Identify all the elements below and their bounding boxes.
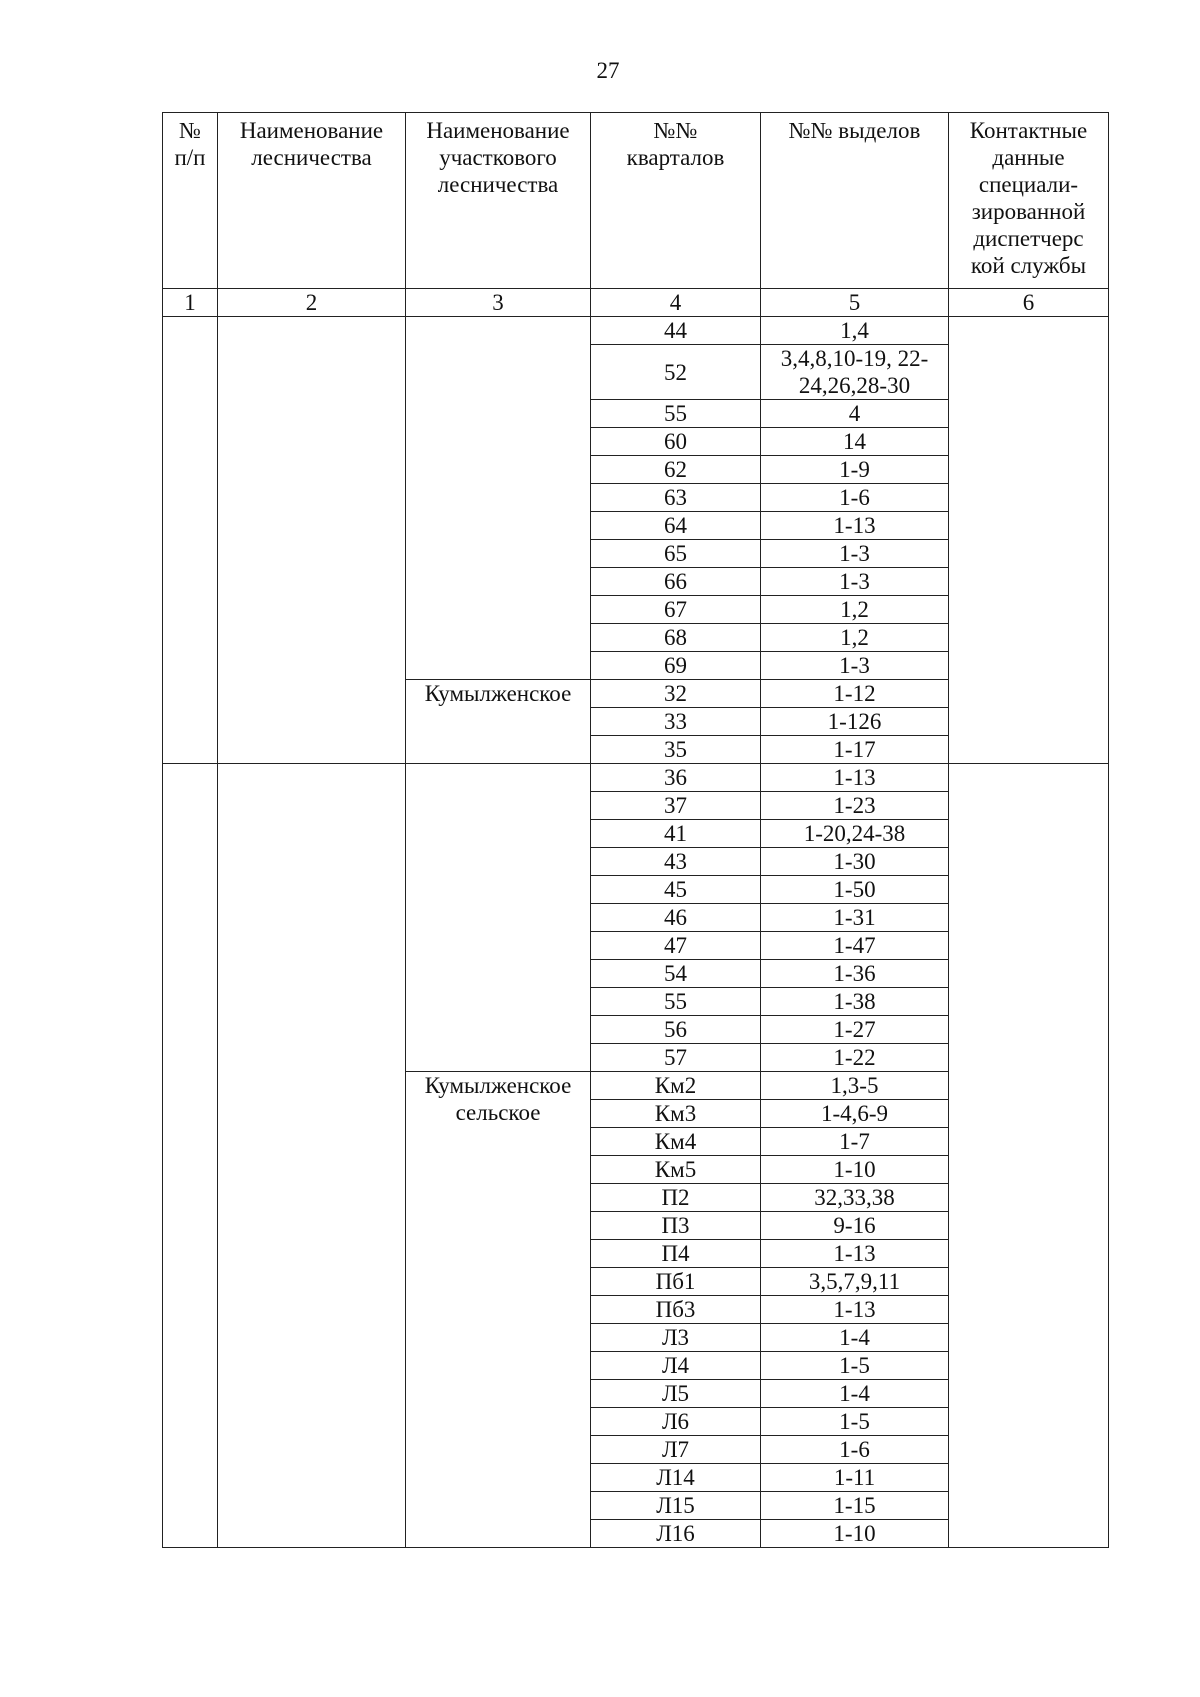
plots-cell: 1,4	[761, 317, 949, 345]
header-col-number	[163, 113, 218, 289]
header-col-contacts-label: Контактные данные специали- зированной диспетчерс кой службы	[969, 118, 1088, 278]
table-row	[163, 764, 1109, 792]
header-col-district	[406, 113, 591, 289]
plots-cell: 1-3	[761, 652, 949, 680]
quarter-cell: П2	[591, 1184, 761, 1212]
plots-cell: 1,3-5	[761, 1072, 949, 1100]
column-number: 3	[406, 289, 591, 317]
plots-cell: 1-7	[761, 1128, 949, 1156]
plots-cell: 1-38	[761, 988, 949, 1016]
quarter-cell: 55	[591, 400, 761, 428]
plots-cell: 1-17	[761, 736, 949, 764]
plots-cell: 1-3	[761, 568, 949, 596]
plots-cell: 1-10	[761, 1156, 949, 1184]
plots-cell: 1-50	[761, 876, 949, 904]
plots-cell: 1-30	[761, 848, 949, 876]
header-col-plots	[761, 113, 949, 289]
quarter-cell: Л15	[591, 1492, 761, 1520]
quarter-cell: 37	[591, 792, 761, 820]
quarter-cell: 55	[591, 988, 761, 1016]
table-header	[163, 113, 1109, 317]
forestry-table	[162, 112, 1109, 1548]
quarter-cell: Л14	[591, 1464, 761, 1492]
plots-cell: 1-47	[761, 932, 949, 960]
contacts-cell	[949, 317, 1109, 764]
plots-cell: 1,2	[761, 596, 949, 624]
quarter-cell: 69	[591, 652, 761, 680]
header-row	[163, 113, 1109, 289]
quarter-cell: 47	[591, 932, 761, 960]
plots-cell: 1-13	[761, 1296, 949, 1324]
quarter-cell: 65	[591, 540, 761, 568]
plots-cell: 1-11	[761, 1464, 949, 1492]
quarter-cell: Л7	[591, 1436, 761, 1464]
header-col-number-label: № п/п	[174, 118, 206, 170]
plots-cell: 4	[761, 400, 949, 428]
plots-cell: 1-13	[761, 512, 949, 540]
district-cell: Кумылженское	[406, 680, 591, 764]
plots-cell: 1-3	[761, 540, 949, 568]
quarter-cell: Пб3	[591, 1296, 761, 1324]
quarter-cell: 36	[591, 764, 761, 792]
quarter-cell: Л6	[591, 1408, 761, 1436]
table-body	[163, 317, 1109, 1548]
district-cell	[406, 764, 591, 1072]
district-cell: Кумылженское сельское	[406, 1072, 591, 1548]
plots-cell: 1-6	[761, 1436, 949, 1464]
plots-cell: 1-4	[761, 1324, 949, 1352]
quarter-cell: 52	[591, 345, 761, 400]
plots-cell: 1-10	[761, 1520, 949, 1548]
header-col-quarters-label: №№ кварталов	[626, 118, 725, 170]
quarter-cell: 57	[591, 1044, 761, 1072]
plots-cell: 1-5	[761, 1408, 949, 1436]
quarter-cell: Км4	[591, 1128, 761, 1156]
section-forestry-cell	[218, 317, 406, 764]
header-col-contacts	[949, 113, 1109, 289]
quarter-cell: 67	[591, 596, 761, 624]
plots-cell: 1-22	[761, 1044, 949, 1072]
plots-cell: 1-36	[761, 960, 949, 988]
plots-cell: 1-4,6-9	[761, 1100, 949, 1128]
quarter-cell: 35	[591, 736, 761, 764]
section-forestry-cell	[218, 764, 406, 1548]
quarter-cell: 33	[591, 708, 761, 736]
quarter-cell: Л4	[591, 1352, 761, 1380]
column-number: 2	[218, 289, 406, 317]
quarter-cell: 32	[591, 680, 761, 708]
quarter-cell: 41	[591, 820, 761, 848]
column-number: 1	[163, 289, 218, 317]
quarter-cell: Л3	[591, 1324, 761, 1352]
plots-cell: 1-20,24-38	[761, 820, 949, 848]
page-number: 27	[596, 58, 620, 83]
column-number: 5	[761, 289, 949, 317]
column-number: 4	[591, 289, 761, 317]
header-col-quarters	[591, 113, 761, 289]
quarter-cell: П3	[591, 1212, 761, 1240]
plots-cell: 3,5,7,9,11	[761, 1268, 949, 1296]
quarter-cell: 63	[591, 484, 761, 512]
plots-cell: 1-12	[761, 680, 949, 708]
quarter-cell: Пб1	[591, 1268, 761, 1296]
section-number-cell	[163, 317, 218, 764]
plots-cell: 9-16	[761, 1212, 949, 1240]
section-number-cell	[163, 764, 218, 1548]
plots-cell: 14	[761, 428, 949, 456]
plots-cell: 3,4,8,10-19, 22-24,26,28-30	[761, 345, 949, 400]
header-col-district-label: Наименование участкового лесничества	[426, 118, 570, 197]
quarter-cell: 45	[591, 876, 761, 904]
quarter-cell: 56	[591, 1016, 761, 1044]
plots-cell: 1,2	[761, 624, 949, 652]
quarter-cell: 54	[591, 960, 761, 988]
plots-cell: 1-27	[761, 1016, 949, 1044]
plots-cell: 1-23	[761, 792, 949, 820]
contacts-cell	[949, 764, 1109, 1548]
district-cell	[406, 317, 591, 680]
quarter-cell: 62	[591, 456, 761, 484]
quarter-cell: 60	[591, 428, 761, 456]
table-row	[163, 317, 1109, 345]
quarter-cell: Км3	[591, 1100, 761, 1128]
quarter-cell: Л16	[591, 1520, 761, 1548]
plots-cell: 1-9	[761, 456, 949, 484]
quarter-cell: Л5	[591, 1380, 761, 1408]
quarter-cell: 46	[591, 904, 761, 932]
quarter-cell: 68	[591, 624, 761, 652]
plots-cell: 1-126	[761, 708, 949, 736]
quarter-cell: Км2	[591, 1072, 761, 1100]
quarter-cell: 66	[591, 568, 761, 596]
plots-cell: 1-31	[761, 904, 949, 932]
plots-cell: 1-4	[761, 1380, 949, 1408]
quarter-cell: 44	[591, 317, 761, 345]
column-number-row	[163, 289, 1109, 317]
plots-cell: 1-6	[761, 484, 949, 512]
header-col-forestry	[218, 113, 406, 289]
column-number: 6	[949, 289, 1109, 317]
quarter-cell: 43	[591, 848, 761, 876]
quarter-cell: 64	[591, 512, 761, 540]
plots-cell: 32,33,38	[761, 1184, 949, 1212]
quarter-cell: Км5	[591, 1156, 761, 1184]
plots-cell: 1-15	[761, 1492, 949, 1520]
plots-cell: 1-13	[761, 1240, 949, 1268]
quarter-cell: П4	[591, 1240, 761, 1268]
header-col-forestry-label: Наименование лесничества	[239, 118, 384, 170]
header-col-plots-label: №№ выделов	[788, 118, 921, 143]
plots-cell: 1-13	[761, 764, 949, 792]
plots-cell: 1-5	[761, 1352, 949, 1380]
